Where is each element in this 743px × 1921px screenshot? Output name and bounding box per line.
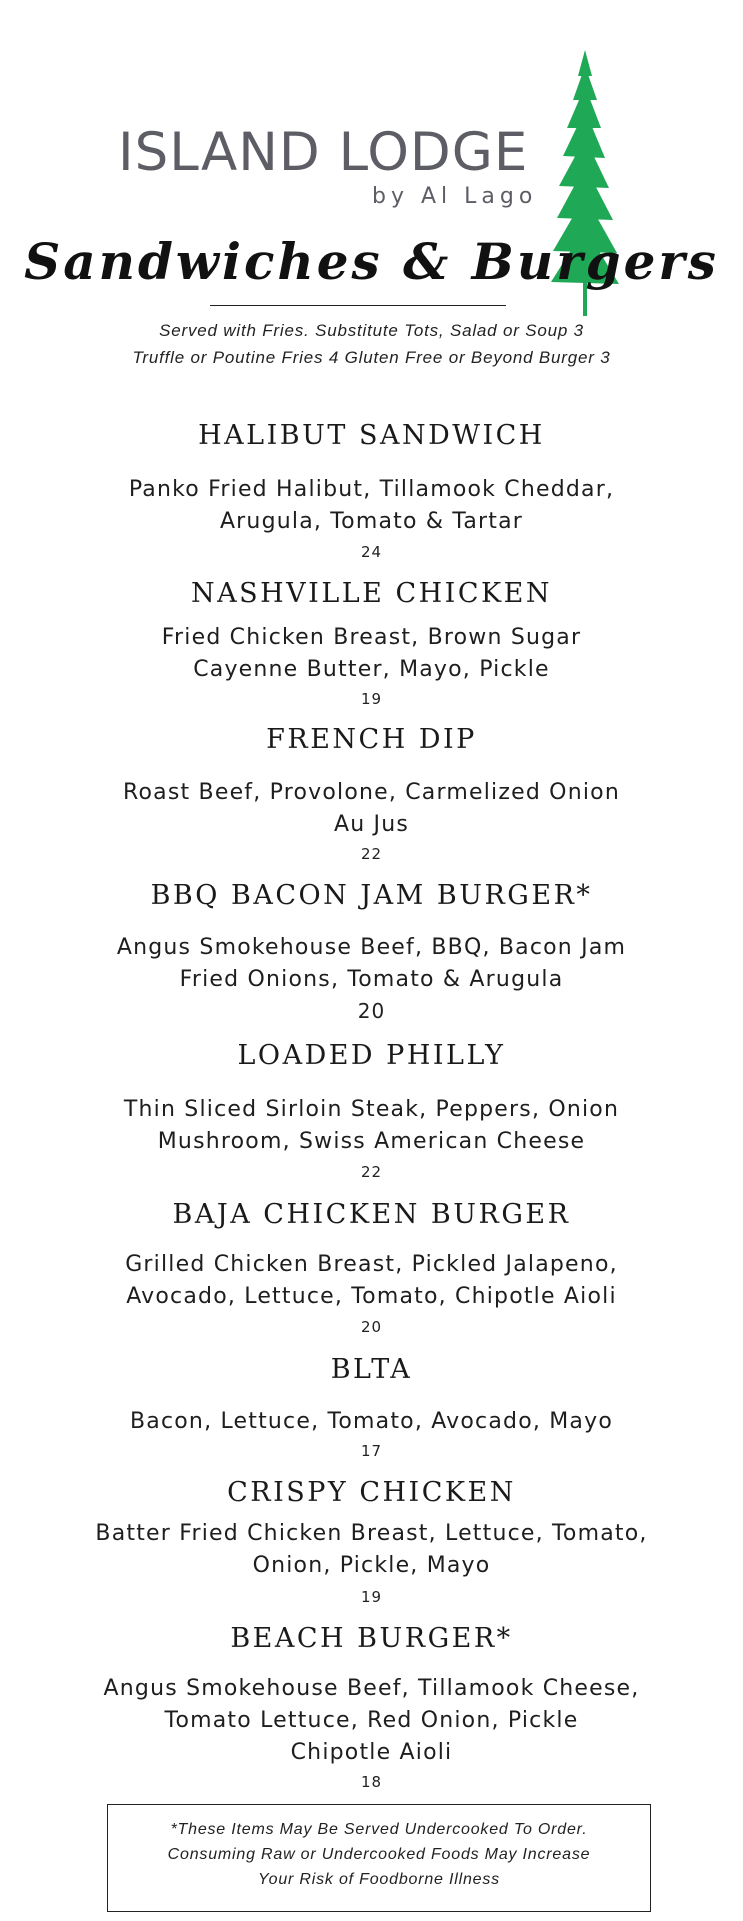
item-description	[0, 932, 743, 996]
item-name: BBQ BACON JAM BURGER*	[150, 880, 593, 911]
description-line: Grilled Chicken Breast, Pickled Jalapeno,	[125, 1252, 618, 1277]
item-name: LOADED PHILLY	[237, 1040, 506, 1071]
substitution-line: Truffle or Poutine Fries 4 Gluten Free or Beyond Burger 3	[132, 348, 611, 367]
description-line: Bacon, Lettuce, Tomato, Avocado, Mayo	[130, 1409, 613, 1434]
item-price: 24	[360, 543, 383, 561]
item-description	[0, 1518, 743, 1582]
disclaimer-line: Consuming Raw or Undercooked Foods May Increase	[167, 1846, 591, 1863]
item-price: 22	[360, 1163, 383, 1181]
description-line: Roast Beef, Provolone, Carmelized Onion	[123, 780, 620, 805]
description-line: Angus Smokehouse Beef, BBQ, Bacon Jam	[116, 935, 627, 960]
item-price: 22	[360, 845, 383, 863]
item-price: 19	[360, 1588, 383, 1606]
description-line: Batter Fried Chicken Breast, Lettuce, Tomato,	[95, 1521, 648, 1546]
title-underline	[210, 305, 506, 306]
item-description	[0, 1094, 743, 1158]
item-name: BLTA	[330, 1354, 413, 1385]
section-title: Sandwiches & Burgers	[24, 232, 719, 291]
menu-header	[0, 0, 743, 380]
item-price: 17	[360, 1442, 383, 1460]
disclaimer-line: Your Risk of Foodborne Illness	[258, 1871, 500, 1888]
item-description	[0, 1673, 743, 1769]
item-name: HALIBUT SANDWICH	[198, 420, 545, 451]
item-description	[0, 622, 743, 686]
undercooked-disclaimer	[107, 1804, 651, 1912]
description-line: Arugula, Tomato & Tartar	[219, 509, 524, 534]
description-line: Tomato Lettuce, Red Onion, Pickle	[164, 1708, 579, 1733]
item-price: 20	[357, 999, 386, 1023]
item-price: 20	[360, 1318, 383, 1336]
description-line: Au Jus	[333, 812, 410, 837]
description-line: Avocado, Lettuce, Tomato, Chipotle Aioli	[126, 1284, 617, 1309]
description-line: Onion, Pickle, Mayo	[252, 1553, 491, 1578]
description-line: Panko Fried Halibut, Tillamook Cheddar,	[128, 477, 615, 502]
description-line: Mushroom, Swiss American Cheese	[157, 1129, 586, 1154]
item-description	[0, 1406, 743, 1438]
description-line: Angus Smokehouse Beef, Tillamook Cheese,	[103, 1676, 640, 1701]
item-price: 19	[360, 690, 383, 708]
served-with-line: Served with Fries. Substitute Tots, Salad or Soup 3	[159, 321, 584, 340]
item-name: NASHVILLE CHICKEN	[190, 578, 552, 609]
item-description	[0, 474, 743, 538]
description-line: Thin Sliced Sirloin Steak, Peppers, Onion	[123, 1097, 620, 1122]
disclaimer-line: *These Items May Be Served Undercooked To Order.	[170, 1821, 588, 1838]
item-name: CRISPY CHICKEN	[227, 1477, 516, 1508]
item-name: BAJA CHICKEN BURGER	[172, 1199, 571, 1230]
description-line: Fried Chicken Breast, Brown Sugar	[161, 625, 582, 650]
item-price: 18	[360, 1773, 383, 1791]
item-name: FRENCH DIP	[266, 724, 477, 755]
logo-tagline: by Al Lago	[372, 184, 538, 209]
item-name: BEACH BURGER*	[230, 1623, 513, 1654]
item-description	[0, 777, 743, 841]
logo-wordmark: ISLAND LODGE	[118, 122, 529, 183]
description-line: Chipotle Aioli	[290, 1740, 453, 1765]
description-line: Cayenne Butter, Mayo, Pickle	[193, 657, 550, 682]
description-line: Fried Onions, Tomato & Arugula	[179, 967, 564, 992]
item-description	[0, 1249, 743, 1313]
